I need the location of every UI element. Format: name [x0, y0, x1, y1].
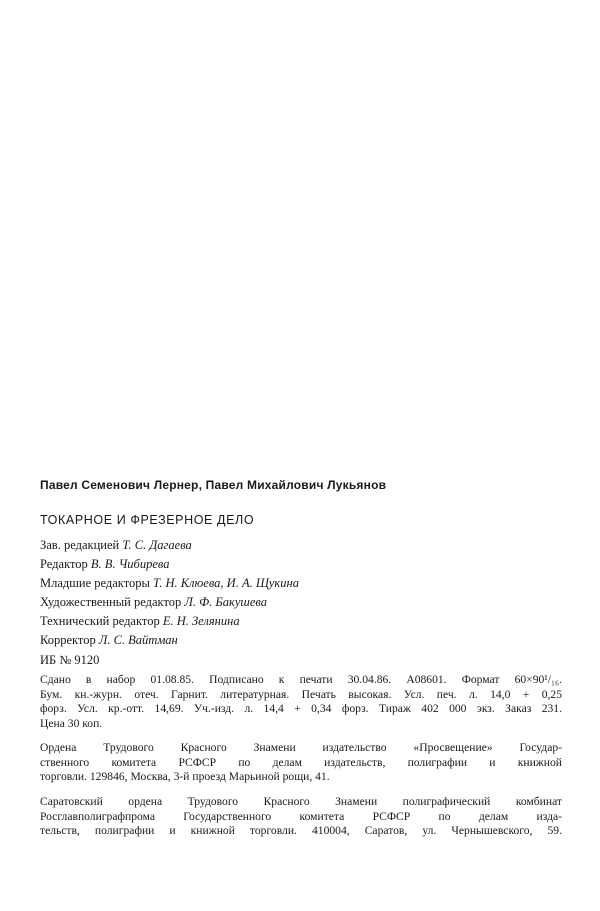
ib-number: ИБ № 9120	[40, 653, 100, 667]
credit-role: Редактор	[40, 557, 88, 571]
printing-plant-paragraph	[40, 795, 562, 839]
print-info-paragraph	[40, 673, 562, 731]
credit-role: Корректор	[40, 633, 96, 647]
credit-name: Т. С. Дагаева	[122, 538, 192, 552]
authors-line: Павел Семенович Лернер, Павел Михайлович Лукьянов	[40, 478, 387, 492]
print-info-line: Сдано в набор 01.08.85. Подписано к печати 30.04.86. А08601. Формат 60×90¹/₁₆.	[40, 673, 562, 686]
credit-line	[40, 612, 299, 631]
credit-name: Л. Ф. Бакушева	[184, 595, 267, 609]
editorial-credits	[40, 536, 299, 650]
publisher-paragraph	[40, 741, 562, 785]
credit-name: Е. Н. Зелянина	[162, 614, 240, 628]
publisher-line: ственного комитета РСФСР по делам издательств, полиграфии и книжной	[40, 755, 562, 769]
credit-line	[40, 536, 299, 555]
credit-role: Зав. редакцией	[40, 538, 120, 552]
credit-name: В. В. Чибирева	[90, 557, 170, 571]
credit-role: Технический редактор	[40, 614, 160, 628]
book-title: ТОКАРНОЕ И ФРЕЗЕРНОЕ ДЕЛО	[40, 513, 255, 527]
print-info-line: Бум. кн.-журн. отеч. Гарнит. литературная. Печать высокая. Усл. печ. л. 14,0 + 0,25	[40, 687, 562, 701]
publisher-line: Ордена Трудового Красного Знамени издательство «Просвещение» Государ-	[40, 741, 562, 754]
print-info-line: Цена 30 коп.	[40, 716, 103, 730]
printing-plant-line: Росглавполиграфпрома Государственного комитета РСФСР по делам изда-	[40, 809, 562, 823]
credit-line	[40, 631, 299, 650]
printing-plant-line: Саратовский ордена Трудового Красного Знамени полиграфический комбинат	[40, 795, 562, 808]
credit-role: Младшие редакторы	[40, 576, 150, 590]
credit-role: Художественный редактор	[40, 595, 182, 609]
publisher-line: торговли. 129846, Москва, 3-й проезд Марьиной рощи, 41.	[40, 770, 330, 784]
credit-line	[40, 593, 299, 612]
print-info-line: форз. Усл. кр.-отт. 14,69. Уч.-изд. л. 14,4 + 0,34 форз. Тираж 402 000 экз. Заказ 231.	[40, 702, 562, 716]
credit-name: Т. Н. Клюева, И. А. Щукина	[153, 576, 299, 590]
printing-plant-line: тельств, полиграфии и книжной торговли. 410004, Саратов, ул. Чернышевского, 59.	[40, 824, 562, 838]
credit-line	[40, 555, 299, 574]
credit-line	[40, 574, 299, 593]
credit-name: Л. С. Вайтман	[98, 633, 178, 647]
